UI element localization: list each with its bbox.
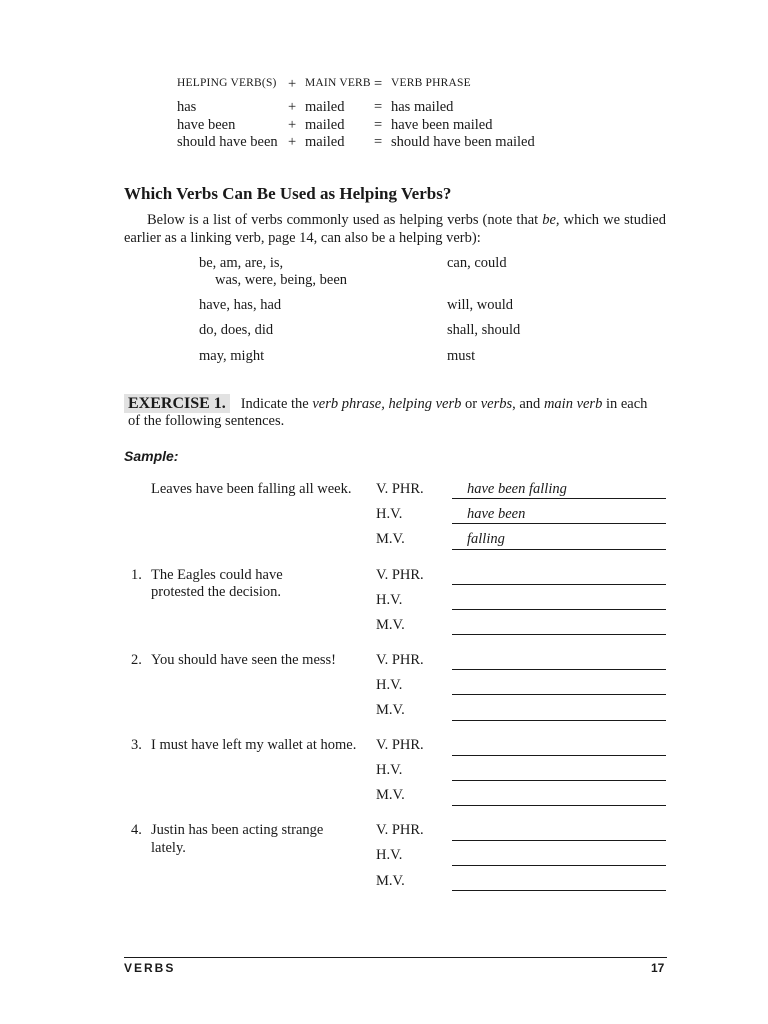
formula-row-main: mailed	[305, 117, 345, 133]
label-mv: M.V.	[376, 787, 405, 803]
section-heading: Which Verbs Can Be Used as Helping Verbs?	[124, 184, 452, 203]
intro-paragraph	[124, 211, 666, 247]
formula-row-main: mailed	[305, 99, 345, 115]
label-mv: M.V.	[376, 617, 405, 633]
verb-list-item: have, has, had	[199, 297, 282, 313]
formula-header-eq: =	[374, 76, 383, 92]
verb-list-item: can, could	[447, 255, 507, 271]
item-sentence: The Eagles could have	[151, 567, 283, 583]
item-number: 2.	[131, 652, 142, 668]
label-hv: H.V.	[376, 762, 403, 778]
verb-list-item: shall, should	[447, 322, 521, 338]
item-number: 3.	[131, 737, 142, 753]
formula-row-helping: should have been	[177, 134, 278, 150]
answer-line-hv[interactable]	[452, 780, 666, 781]
answer-line-mv[interactable]	[452, 890, 666, 891]
answer-line-mv[interactable]	[452, 805, 666, 806]
page-number: 17	[651, 961, 665, 975]
label-hv: H.V.	[376, 847, 403, 863]
footer-rule	[124, 957, 667, 958]
label-mv: M.V.	[376, 702, 405, 718]
answer-line-mv[interactable]	[452, 720, 666, 721]
answer-line-hv[interactable]	[452, 694, 666, 695]
verb-list-item: do, does, did	[199, 322, 274, 338]
intro-emphasis: be,	[542, 212, 560, 228]
formula-row-plus: +	[288, 99, 297, 115]
answer-line-vphr[interactable]	[452, 669, 666, 670]
label-vphr: V. PHR.	[376, 822, 424, 838]
formula-row-helping: has	[177, 99, 197, 115]
sample-answer-mv: falling	[467, 531, 505, 547]
item-sentence-cont: protested the decision.	[151, 584, 282, 600]
sample-answer-vphr: have been falling	[467, 481, 567, 497]
formula-row-eq: =	[374, 134, 383, 150]
formula-row-phrase: should have been mailed	[391, 134, 535, 150]
item-sentence: You should have seen the mess!	[151, 652, 336, 668]
label-hv: H.V.	[376, 677, 403, 693]
item-sentence: Justin has been acting strange	[151, 822, 324, 838]
formula-row-phrase: have been mailed	[391, 117, 493, 133]
label-hv: H.V.	[376, 506, 403, 522]
verb-list-item: was, were, being, been	[215, 272, 348, 288]
exercise-text: or	[461, 396, 481, 412]
formula-row-eq: =	[374, 117, 383, 133]
answer-line	[452, 523, 666, 524]
formula-header-helping: HELPING VERB(S)	[177, 77, 277, 89]
verb-list-item: will, would	[447, 297, 514, 313]
verb-list-item: must	[447, 348, 476, 364]
verb-list-item: be, am, are, is,	[199, 255, 284, 271]
formula-row-plus: +	[288, 117, 297, 133]
exercise-text-line2: of the following sentences.	[128, 413, 285, 429]
answer-line	[452, 498, 666, 499]
answer-line-vphr[interactable]	[452, 840, 666, 841]
label-mv: M.V.	[376, 873, 405, 889]
label-vphr: V. PHR.	[376, 737, 424, 753]
label-mv: M.V.	[376, 531, 405, 547]
formula-row-eq: =	[374, 99, 383, 115]
answer-line-vphr[interactable]	[452, 584, 666, 585]
formula-row-plus: +	[288, 134, 297, 150]
label-hv: H.V.	[376, 592, 403, 608]
answer-line	[452, 549, 666, 550]
sample-sentence: Leaves have been falling all week.	[151, 481, 352, 497]
formula-row-helping: have been	[177, 117, 236, 133]
item-sentence: I must have left my wallet at home.	[151, 737, 357, 753]
answer-line-hv[interactable]	[452, 609, 666, 610]
exercise-instructions	[124, 395, 647, 413]
exercise-emphasis: verbs	[480, 396, 513, 412]
answer-line-mv[interactable]	[452, 634, 666, 635]
sample-answer-hv: have been	[467, 506, 526, 522]
sample-label: Sample:	[124, 448, 179, 464]
item-number: 1.	[131, 567, 142, 583]
label-vphr: V. PHR.	[376, 567, 424, 583]
exercise-emphasis: verb phrase, helping verb	[312, 396, 462, 412]
exercise-text: in each	[602, 396, 648, 412]
formula-row-main: mailed	[305, 134, 345, 150]
footer-section: VERBS	[124, 961, 176, 975]
exercise-text: , and	[512, 396, 544, 412]
formula-header-phrase: VERB PHRASE	[391, 77, 471, 89]
exercise-text: Indicate the	[240, 396, 313, 412]
intro-text-2: which we studied earlier as a linking verb, page 14, can also be a helping verb):	[124, 212, 666, 246]
intro-text-1: Below is a list of verbs commonly used as helping verbs (note that	[147, 212, 543, 228]
label-vphr: V. PHR.	[376, 652, 424, 668]
label-vphr: V. PHR.	[376, 481, 424, 497]
answer-line-vphr[interactable]	[452, 755, 666, 756]
formula-header-main: MAIN VERB	[305, 77, 371, 89]
verb-list-item: may, might	[199, 348, 265, 364]
formula-row-phrase: has mailed	[391, 99, 454, 115]
exercise-emphasis: main verb	[543, 396, 603, 412]
item-sentence-cont: lately.	[151, 840, 186, 856]
item-number: 4.	[131, 822, 142, 838]
exercise-label: EXERCISE 1.	[124, 394, 230, 413]
formula-header-plus: +	[288, 76, 297, 92]
answer-line-hv[interactable]	[452, 865, 666, 866]
